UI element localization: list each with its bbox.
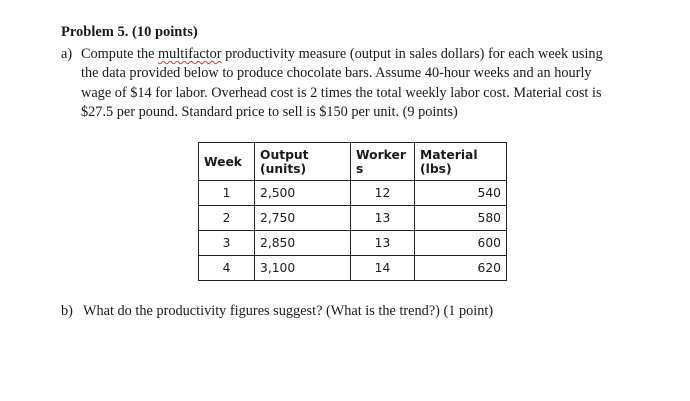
table-row	[199, 231, 507, 256]
header-material: Material (lbs)	[415, 143, 507, 181]
part-a-label: a)	[61, 46, 73, 62]
cell-output: 2,500	[255, 181, 351, 206]
cell-week: 4	[199, 256, 255, 281]
table-row	[199, 256, 507, 281]
part-a-line-2: the data provided below to produce chocolate bars. Assume 40-hour weeks and an hourly	[81, 65, 592, 82]
cell-workers: 13	[351, 206, 415, 231]
part-a-line-1-before: Compute the	[81, 46, 159, 62]
cell-workers: 13	[351, 231, 415, 256]
cell-week: 3	[199, 231, 255, 256]
cell-material: 540	[415, 181, 507, 206]
cell-workers: 14	[351, 256, 415, 281]
misspelled-word: multifactor	[158, 46, 222, 62]
part-a-line-1-after: productivity measure (output in sales dollars) for each week using	[221, 46, 603, 62]
problem-title: Problem 5. (10 points)	[61, 24, 198, 40]
part-a-line-3: wage of $14 for labor. Overhead cost is 2 times the total weekly labor cost. Material cost is	[81, 84, 602, 101]
part-a-line-1	[81, 45, 661, 64]
header-output: Output (units)	[255, 143, 351, 181]
part-b-question: What do the productivity figures suggest? (What is the trend?) (1 point)	[83, 303, 494, 319]
production-data-table	[198, 142, 507, 281]
cell-material: 600	[415, 231, 507, 256]
cell-week: 2	[199, 206, 255, 231]
cell-output: 2,750	[255, 206, 351, 231]
part-b-label: b)	[61, 303, 73, 319]
header-workers: Worker s	[351, 143, 415, 181]
cell-material: 620	[415, 256, 507, 281]
table-row	[199, 206, 507, 231]
table-row	[199, 181, 507, 206]
header-week: Week	[199, 143, 255, 181]
cell-output: 3,100	[255, 256, 351, 281]
cell-material: 580	[415, 206, 507, 231]
table-header-row	[199, 143, 507, 181]
part-a-text	[81, 45, 661, 122]
cell-output: 2,850	[255, 231, 351, 256]
part-a-line-4: $27.5 per pound. Standard price to sell is $150 per unit. (9 points)	[81, 103, 458, 120]
cell-workers: 12	[351, 181, 415, 206]
cell-week: 1	[199, 181, 255, 206]
